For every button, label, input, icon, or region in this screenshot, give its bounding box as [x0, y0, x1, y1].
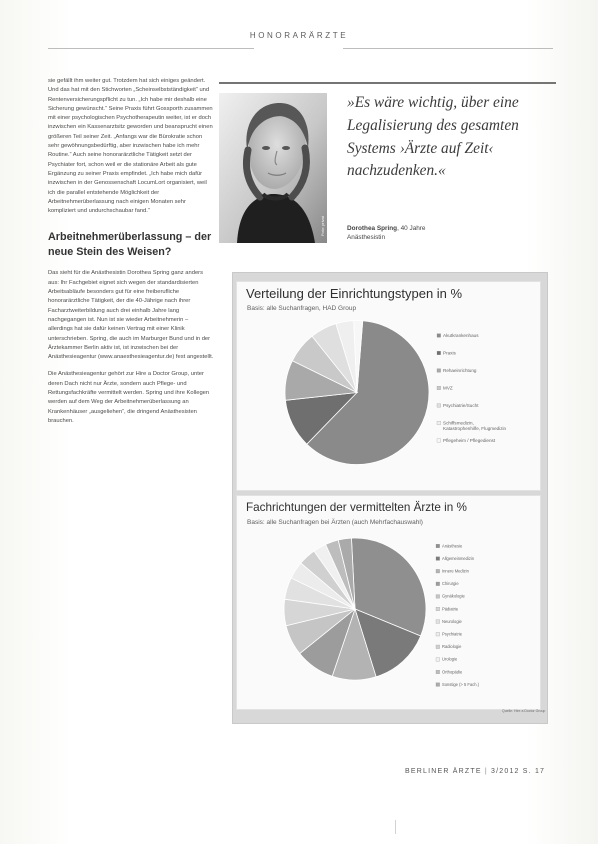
legend-label-0-4: Psychiatrie/Sucht [443, 402, 479, 408]
pencil-mark [395, 820, 402, 834]
legend-swatch-0-1 [437, 351, 441, 355]
legend-swatch-0-2 [437, 369, 441, 373]
legend-swatch-1-10 [436, 670, 440, 674]
legend-label-0-1: Praxis [443, 350, 456, 356]
legend-label-1-6: Neurologie [442, 618, 462, 624]
article-left-column [48, 77, 214, 426]
legend-swatch-0-5 [437, 421, 441, 425]
legend-swatch-1-11 [436, 683, 440, 687]
article-paragraph-2: Das sieht für die Anästhesistin Dorothea Spring ganz anders aus: Ihr Fachgebiet eignet sich wegen der standardisierten Arbeitsabläufe besonders gut für eine freiberufliche honorarärztliche Tätigkeit, der die 40-Jährige nach ihrer Facharztweiterbildung auch drei einhalb Jahre lang nachgegangen ist. Nun ist sie wieder Arbeitnehmerin – allerdings hat sie dafür keinen Vertrag mit einer Klinik unterschrieben. Spring, die auch im Marburger Bund und in der Ärztekammer Berlin aktiv ist, ist inzwischen bei der Anästhesieagentur (www.anaesthesieagentur.de) fest angestellt. [48, 270, 214, 361]
article-paragraph-1: sie gefällt ihm weiter gut. Trotzdem hat sich einiges geändert. Und das hat mit den Stichworten „Scheinselbstständigkeit“ und Rentenversicherungspflicht zu tun. „Ich habe mir deshalb eine Sicherung gewünscht.“ Seine Praxis führt Gossporth zusammen mit einer psychologischen Psychotherapeutin weiter, ist er doch inzwischen ein Kassenarztsitz geworden und beansprucht einen größeren Teil seiner Zeit. „Anfangs war die Bürokratie schon sehr gewöhnungsbedürftig, aber inzwischen habe ich mehr Routine.“ Auch seine honorarärztliche Tätigkeit setzt der Psychiater fort, schon weil er die stationäre Arbeit als gute Ergänzung zu seiner Praxis empfindet. „Ich habe mich dafür inzwischen in der Genossenschaft LocumLort organisiert, weil ich die parallel entstehende Möglichkeit der Arbeitnehmerüberlassung nach einigen Monaten sehr kompliziert und undurchschaubar fand.“ [48, 78, 213, 215]
legend-label-1-7: Psychiatrie [442, 631, 463, 637]
footer-separator: | [484, 768, 492, 775]
legend-label-1-3: Chirurgie [442, 581, 459, 587]
legend-label-1-10: Orthopädie [442, 669, 463, 675]
legend-label-1-4: Gynäkologie [442, 593, 465, 599]
legend-swatch-1-8 [436, 645, 440, 649]
pie-chart-svg-einrichtungen [237, 282, 540, 495]
pull-quote: »Es wäre wichtig, über eine Legalisierung des gesamten Systems ›Ärzte auf Zeit‹ nachzudenken.« [347, 94, 519, 180]
legend-label-1-5: Pädiatrie [442, 606, 459, 612]
pie-chart-fachrichtungen [236, 495, 541, 710]
legend-label-1-11: Sonstige (> 5 Fach.) [442, 681, 479, 687]
chart-subtitle-einrichtungen: Basis: alle Suchanfragen, HAD Group [247, 305, 357, 312]
footer-brand: BERLINER ÄRZTE [405, 768, 482, 775]
legend-swatch-1-6 [436, 620, 440, 624]
legend-label-0-5: Schiffsmedizin, Katastrophenhilfe, Flugmedizin [443, 420, 507, 432]
legend-swatch-0-3 [437, 386, 441, 390]
legend-label-1-9: Urologie [442, 656, 458, 662]
footer-issue: 3/2012 S. 17 [491, 768, 546, 775]
chart-title-fachrichtungen: Fachrichtungen der vermittelten Ärzte in % [246, 501, 467, 514]
legend-swatch-1-7 [436, 632, 440, 636]
article-paragraph-3: Die Anästhesieagentur gehört zur Hire a Doctor Group, unter deren Dach nicht nur Ärzte, sondern auch Pflege- und Rettungsfachkräfte vermittelt werden. Spring und ihre Kollegen werden auf dem Weg der Arbeitnehmerüberlassung an Krankenhäuser „ausgeliehen“, die dringend Anästhesisten brauchen. [48, 371, 210, 424]
legend-swatch-1-5 [436, 607, 440, 611]
legend-label-1-2: Innere Medizin [442, 568, 469, 574]
legend-label-1-8: Radiologie [442, 644, 462, 650]
chart-source: Quelle: Hire a Doctor Group [502, 709, 546, 713]
quote-author [347, 224, 527, 242]
chart-title-einrichtungen: Verteilung der Einrichtungstypen in % [246, 286, 463, 301]
legend-swatch-0-4 [437, 404, 441, 408]
legend-swatch-1-0 [436, 544, 440, 548]
legend-label-0-2: Rehaeinrichtung [443, 367, 477, 373]
header-rule-left [48, 48, 254, 49]
author-portrait [219, 93, 327, 243]
legend-swatch-0-6 [437, 439, 441, 443]
legend-label-0-0: Akutkrankenhaus [443, 332, 479, 338]
legend-label-0-3: MVZ [443, 385, 453, 391]
legend-swatch-0-0 [437, 334, 441, 338]
page-footer [405, 768, 555, 775]
pie-chart-svg-fachrichtungen [237, 496, 540, 709]
portrait-top-rule [219, 82, 556, 84]
pie-chart-einrichtungen [236, 281, 541, 491]
legend-swatch-1-4 [436, 595, 440, 599]
page-header: HONORARÄRZTE [249, 31, 349, 40]
legend-swatch-1-1 [436, 557, 440, 561]
author-name: Dorothea Spring [347, 225, 398, 232]
chart-subtitle-fachrichtungen: Basis: alle Suchanfragen bei Ärzten (auch Mehrfachauswahl) [247, 519, 423, 526]
author-role: Anästhesistin [347, 234, 386, 241]
author-details: , 40 Jahre [397, 225, 426, 232]
portrait-image [219, 93, 327, 243]
photo-credit: Foto: privat [320, 215, 325, 236]
section-heading: Arbeitnehmerüberlassung – der neue Stein des Weisen? [48, 231, 212, 259]
legend-label-1-0: Anästhesie [442, 543, 463, 549]
header-rule-right [343, 48, 553, 49]
legend-swatch-1-2 [436, 569, 440, 573]
legend-label-1-1: Allgemeinmedizin [442, 555, 475, 561]
legend-label-0-6: Pflegeheim / Pflegedienst [443, 437, 496, 443]
legend-swatch-1-9 [436, 658, 440, 662]
legend-swatch-1-3 [436, 582, 440, 586]
